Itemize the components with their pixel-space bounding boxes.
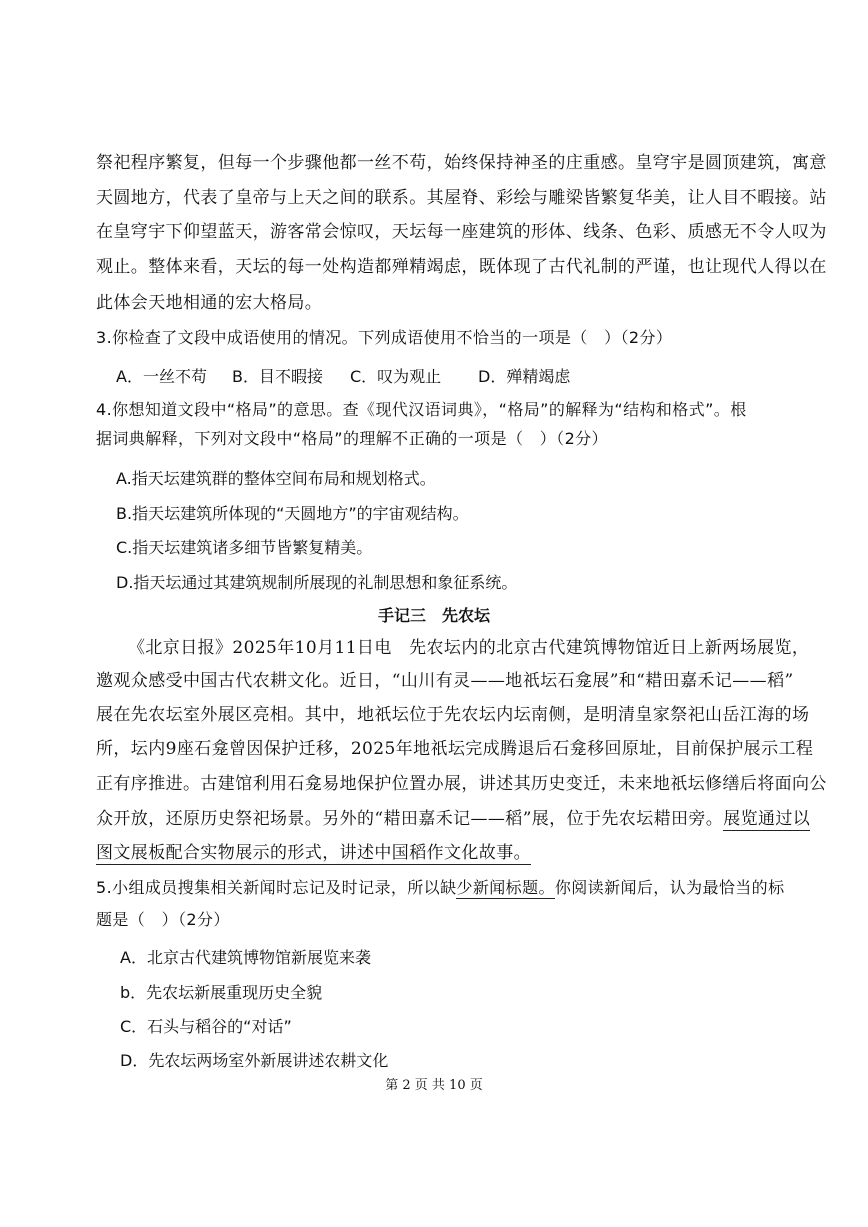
q5-stem-line-2: 题是（ ）（2分） — [96, 910, 230, 929]
q4-option-c: C.指天坛建筑诸多细节皆繁复精美。 — [116, 538, 373, 557]
news-line-1: 《北京日报》2025年10月11日电 先农坛内的北京古代建筑博物馆近日上新两场展览， — [128, 638, 810, 658]
q5-stem-part-c: 你阅读新闻后，认为最恰当的标 — [554, 878, 785, 897]
q5-option-a: A．北京古代建筑博物馆新展览来袭 — [120, 948, 371, 967]
news-line-2: 邀观众感受中国古代农耕文化。近日，“山川有灵——地祇坛石龛展”和“耤田嘉禾记——稻” — [96, 671, 794, 691]
section-title: 手记三 先农坛 — [377, 606, 490, 625]
q5-option-b: b．先农坛新展重现历史全貌 — [120, 983, 323, 1002]
q3-stem: 3.你检查了文段中成语使用的情况。下列成语使用不恰当的一项是（ ）（2分） — [96, 328, 673, 347]
news-line-7-text: 图文展板配合实物展示的形式，讲述中国稻作文化故事。 — [96, 843, 531, 863]
news-line-3: 展在先农坛室外展区亮相。其中，地祇坛位于先农坛内坛南侧，是明清皇家祭祀山岳江海的场 — [96, 705, 810, 725]
q3-option-a: A．一丝不苟 — [116, 367, 207, 386]
news-line-6-text: 众开放，还原历史祭祀场景。另外的“耤田嘉禾记——稻”展，位于先农坛耤田旁。 — [96, 809, 724, 829]
q5-stem-part-b: 少新闻标题。 — [456, 878, 555, 897]
q3-option-b: B．目不暇接 — [232, 367, 323, 386]
passage-line-5: 此体会天地相通的宏大格局。 — [96, 293, 323, 313]
q4-stem-line-1: 4.你想知道文段中“格局”的意思。查《现代汉语词典》，“格局”的解释为“结构和格式”。根 — [96, 400, 747, 419]
q4-option-b: B.指天坛建筑所体现的“天圆地方”的宇宙观结构。 — [116, 504, 469, 523]
passage-line-3: 在皇穹宇下仰望蓝天，游客常会惊叹，天坛每一座建筑的形体、线条、色彩、质感无不令人叹为 — [96, 222, 827, 242]
passage-line-1: 祭祀程序繁复，但每一个步骤他都一丝不苟，始终保持神圣的庄重感。皇穹宇是圆顶建筑，寓意 — [96, 153, 827, 173]
passage-line-4: 观止。整体来看，天坛的每一处构造都殚精竭虑，既体现了古代礼制的严谨，也让现代人得以在 — [96, 257, 827, 277]
news-line-5: 正有序推进。古建馆利用石龛易地保护位置办展，讲述其历史变迁，未来地祇坛修缮后将面向公 — [96, 774, 827, 794]
passage-line-2: 天圆地方，代表了皇帝与上天之间的联系。其屋脊、彩绘与雕梁皆繁复华美，让人目不暇接。站 — [96, 188, 827, 208]
q4-option-a: A.指天坛建筑群的整体空间布局和规划格式。 — [116, 469, 436, 488]
news-line-7 — [96, 843, 531, 863]
news-line-6 — [96, 809, 810, 829]
q4-option-d: D.指天坛通过其建筑规制所展现的礼制思想和象征系统。 — [116, 573, 518, 592]
q4-stem-line-2: 据词典解释，下列对文段中“格局”的理解不正确的一项是（ ）（2分） — [96, 429, 608, 448]
news-line-4: 所，坛内9座石龛曾因保护迁移，2025年地祇坛完成腾退后石龛移回原址，目前保护展示工程 — [96, 739, 814, 759]
q5-option-d: D．先农坛两场室外新展讲述农耕文化 — [120, 1051, 389, 1070]
q5-stem-part-a: 5.小组成员搜集相关新闻时忘记及时记录，所以缺 — [96, 878, 457, 897]
page-footer: 第 2 页 共 10 页 — [385, 1078, 483, 1093]
q5-option-c: C．石头与稻谷的“对话” — [120, 1017, 292, 1036]
q3-option-c: C．叹为观止 — [350, 367, 442, 386]
q5-stem-line-1 — [96, 878, 784, 898]
q3-option-d: D．殚精竭虑 — [478, 367, 571, 386]
news-underlined-tail: 展览通过以 — [723, 809, 811, 829]
